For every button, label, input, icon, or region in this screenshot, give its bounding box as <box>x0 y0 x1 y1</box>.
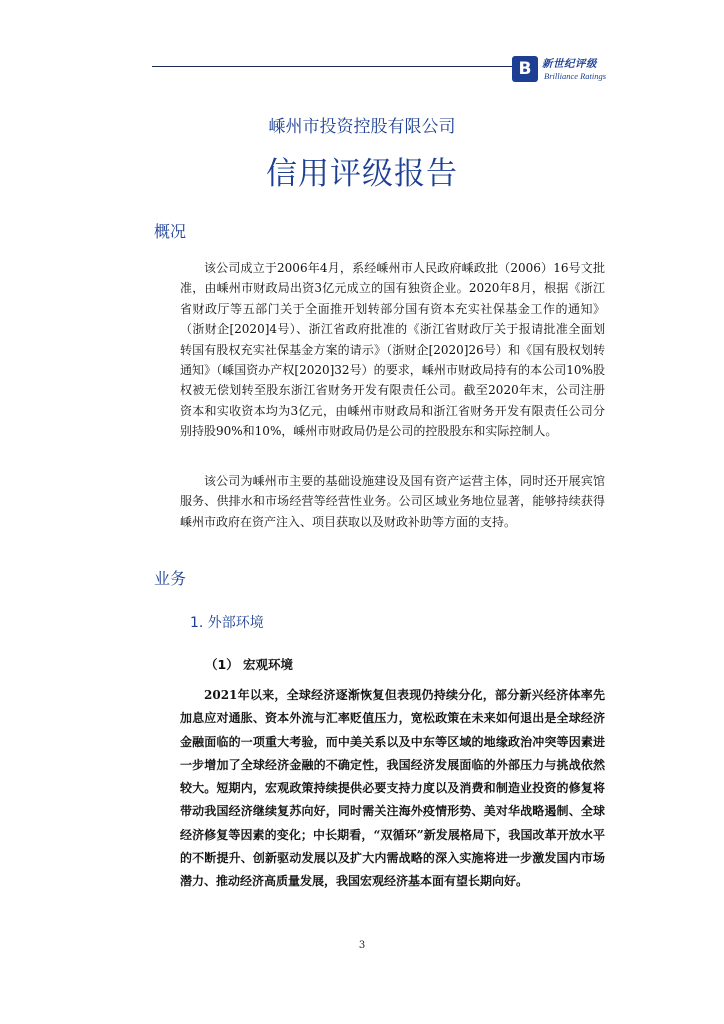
logo-chinese-name: 新世纪评级 <box>542 58 597 70</box>
page-number: 3 <box>358 940 366 951</box>
brand-logo <box>512 56 622 86</box>
logo-mark-icon: B <box>512 56 538 82</box>
logo-english-name: Brilliance Ratings <box>544 71 607 81</box>
overview-paragraph-1: 该公司成立于2006年4月，系经嵊州市人民政府嵊政批（2006）16号文批准，由嵊州市财政局出资3亿元成立的国有独资企业。2020年8月，根据《浙江省财政厅等五部门关于全面推开划转部分国有资本充实社保基金工作的通知》（浙财企[2020]4号）、浙江省政府批准的《浙江省财政厅关于报请批准全面划转国有股权充实社保基金方案的请示》（浙财企[2020]26号）和《国有股权划转通知》（嵊国资办产权[2020]32号）的要求，嵊州市财政局持有的本公司10%股权被无偿划转至股东浙江省财务开发有限责任公司。截至2020年末，公司注册资本和实收资本均为3亿元，由嵊州市财政局和浙江省财务开发有限责任公司分别持股90%和10%，嵊州市财政局仍是公司的控股股东和实际控制人。 <box>180 261 605 439</box>
overview-heading: 概况 <box>154 222 187 241</box>
business-heading: 业务 <box>154 569 187 588</box>
company-name: 嵊州市投资控股有限公司 <box>268 117 456 137</box>
external-environment-heading: 1. 外部环境 <box>190 615 264 631</box>
overview-paragraph-2: 该公司为嵊州市主要的基础设施建设及国有资产运营主体，同时还开展宾馆服务、供排水和市场经营等经营性业务。公司区域业务地位显著，能够持续获得嵊州市政府在资产注入、项目获取以及财政补助等方面的支持。 <box>180 474 605 529</box>
header-rule <box>152 66 512 67</box>
macro-environment-paragraph: 2021年以来，全球经济逐渐恢复但表现仍持续分化，部分新兴经济体率先加息应对通胀、资本外流与汇率贬值压力，宽松政策在未来如何退出是全球经济金融面临的一项重大考验，而中美关系以及中东等区域的地缘政治冲突等因素进一步增加了全球经济金融的不确定性，我国经济发展面临的外部压力与挑战依然较大。短期内，宏观政策持续提供必要支持力度以及消费和制造业投资的修复将带动我国经济继续复苏向好，同时需关注海外疫情形势、美对华战略遏制、全球经济修复等因素的变化；中长期看，“双循环”新发展格局下，我国改革开放水平的不断提升、创新驱动发展以及扩大内需战略的深入实施将进一步激发国内市场潜力、推动经济高质量发展，我国宏观经济基本面有望长期向好。 <box>180 688 605 889</box>
report-title: 信用评级报告 <box>266 156 458 192</box>
macro-environment-heading: （1） 宏观环境 <box>205 657 294 672</box>
